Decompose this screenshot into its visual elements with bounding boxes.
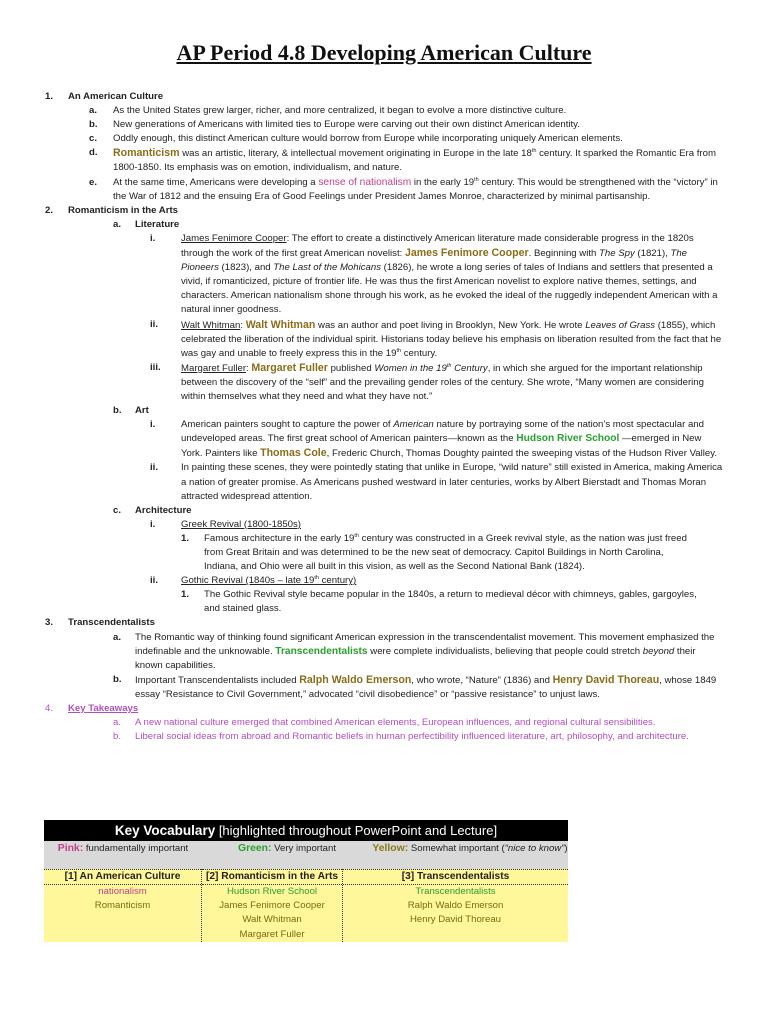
vocab-term: Romanticism — [94, 900, 151, 912]
vocab-legend — [44, 841, 568, 869]
item-text: , in which she argued for the important relationship between the discovery of the “self” and the prevailing gender roles of the century. She wrote, “Many women are considering within themselves what they need and what they have not.” — [181, 362, 704, 402]
page-title: AP Period 4.8 Developing American Culture — [176, 40, 592, 65]
subsection-title: Architecture — [135, 504, 192, 516]
vocab-title: Key Vocabulary — [114, 823, 216, 838]
book-title: The Spy — [599, 248, 635, 260]
vocab-column-header: [3] Transcendentalists — [343, 869, 568, 885]
superscript: th — [531, 148, 537, 155]
item-marker: e. — [89, 176, 98, 188]
section-4-heading — [0, 702, 768, 716]
book-title: The Pioneers — [181, 248, 688, 274]
item-text: The Gothic Revival style became popular in the 1840s, a return to medieval décor with chimneys, gables, gargoyles, and stained glass. — [204, 589, 697, 615]
s1-item-e — [0, 176, 768, 204]
architecture-item-greek — [0, 518, 768, 532]
item-text: , Frederic Church, Thomas Doughty painted the sweeping vistas of the Hudson River Valley. — [326, 448, 717, 460]
item-text: , who wrote, “Nature” (1836) and — [411, 674, 553, 686]
section-2-heading — [0, 204, 768, 218]
s3-item-b — [0, 673, 768, 702]
architecture-item-gothic — [0, 574, 768, 588]
book-title: Women in the 19 — [374, 362, 447, 374]
vocab-column-header: [1] An American Culture — [44, 869, 201, 885]
legend-text: Somewhat important ( — [408, 843, 505, 854]
vocab-term: Henry David Thoreau — [409, 914, 501, 926]
section-number: 2. — [45, 204, 54, 216]
subsection-title: Literature — [135, 218, 180, 230]
section-title: Transcendentalists — [68, 617, 155, 629]
superscript: th — [354, 532, 359, 539]
legend-yellow — [372, 841, 568, 869]
item-text: : The effort to create a distinctively American literature made considerable progress in the 1820s through the work of the first great American novelist: — [181, 232, 694, 260]
item-text: New generations of Americans with limited ties to Europe were carving out their own distinct American identity. — [113, 119, 580, 131]
item-marker: 1. — [181, 532, 190, 544]
legend-label: Pink: — [57, 843, 84, 854]
vocab-highlight: Hudson River School — [516, 433, 620, 445]
section-number: 1. — [45, 91, 54, 102]
vocab-term: Margaret Fuller — [239, 928, 305, 940]
item-marker: i. — [150, 419, 156, 431]
s1-item-d — [0, 146, 768, 175]
vocab-highlight: Romanticism — [113, 147, 180, 160]
s3-item-a — [0, 631, 768, 673]
section-3-heading — [0, 616, 768, 630]
item-text: American painters sought to capture the power of — [181, 419, 394, 431]
s2-architecture-heading — [0, 504, 768, 518]
vocab-term: Walt Whitman — [242, 914, 302, 926]
item-text: : — [240, 319, 246, 331]
vocab-title-bar — [44, 820, 568, 841]
vocab-column-2 — [202, 869, 343, 942]
underlined-topic: century) — [318, 575, 357, 587]
underlined-topic: Greek Revival (1800-1850s) — [181, 518, 301, 530]
vocab-term: James Fenimore Cooper — [219, 900, 325, 912]
item-marker: a. — [89, 105, 98, 117]
legend-green — [202, 841, 372, 869]
item-marker: b. — [113, 405, 122, 417]
vocab-highlight: Walt Whitman — [245, 318, 316, 331]
item-marker: c. — [113, 504, 122, 516]
section-1-heading — [0, 90, 768, 104]
vocab-term: Transcendentalists — [415, 886, 496, 897]
item-text: , whose 1849 essay “Resistance to Civil Government,” advocated “civil disobedience” or “passive resistance” to unjust laws. — [135, 674, 717, 700]
legend-text: fundamentally important — [83, 843, 189, 854]
item-marker: b. — [113, 731, 122, 743]
s1-item-a — [0, 104, 768, 118]
s2-literature-heading — [0, 218, 768, 232]
item-marker: 1. — [181, 589, 190, 601]
vocab-highlight: Transcendentalists — [275, 645, 368, 657]
item-text: century. It sparked the Romantic Era from 1800-1850. Its emphasis was on emotion, individualism, and nature. — [113, 148, 716, 174]
s4-item-b — [0, 730, 768, 744]
item-text: : — [246, 362, 252, 374]
superscript: th — [474, 176, 479, 183]
vocab-highlight: James Fenimore Cooper — [404, 247, 529, 260]
item-text: was an artistic, literary, & intellectual movement originating in Europe in the late 18 — [179, 148, 532, 160]
underlined-topic: Walt Whitman — [181, 319, 241, 331]
item-marker: d. — [89, 147, 98, 159]
item-text: The Romantic way of thinking found significant American expression in the transcendentalist movement. This movement emphasized the indefinable and the unknowable. — [135, 631, 715, 657]
legend-pink — [44, 841, 202, 869]
item-text: nature by portraying some of the nation’s most spectacular and undeveloped areas. The first great school of American painters—known as the — [181, 419, 704, 445]
emphasis-text: beyond — [642, 645, 675, 657]
legend-text: Very important — [271, 843, 337, 854]
vocab-column-1 — [44, 869, 202, 942]
vocab-column-header: [2] Romanticism in the Arts — [202, 869, 342, 885]
item-text: century. — [401, 347, 438, 359]
item-text: (1823), and — [218, 262, 274, 274]
item-text: At the same time, Americans were developing a — [113, 176, 319, 188]
vocab-columns — [44, 869, 568, 942]
section-title: Romanticism in the Arts — [68, 204, 178, 216]
item-text: published — [327, 362, 375, 374]
item-marker: ii. — [150, 575, 158, 587]
section-number: 3. — [45, 617, 54, 629]
vocab-highlight: Henry David Thoreau — [552, 673, 660, 686]
underlined-topic: Gothic Revival (1840s – late 19 — [181, 575, 315, 587]
subsection-title: Art — [135, 405, 149, 417]
art-item-2 — [0, 461, 768, 503]
item-marker: a. — [113, 631, 122, 643]
item-marker: ii. — [150, 318, 158, 330]
item-text: century. This would be strengthened with the “victory” in the War of 1812 and the ensuing Era of Good Feelings under President James Monroe, characterized by minimal partisanship. — [113, 176, 718, 202]
vocab-term: nationalism — [98, 886, 147, 897]
outline — [0, 90, 768, 744]
item-text: (1821), — [634, 248, 671, 260]
item-text: century was constructed in a Greek revival style, as the nation was just freed from Great Britain and was determined to be the new seat of democracy. Capitol Buildings in North Carolina, Indiana, and Ohio were all built in this vision, as well as the Second National Bank (1824). — [204, 532, 687, 573]
item-marker: a. — [113, 717, 122, 729]
item-text: A new national culture emerged that combined American elements, European influences, and regional cultural sensibilities. — [135, 717, 656, 729]
item-text: —emerged in New York. Painters like — [181, 433, 702, 460]
vocab-term: Ralph Waldo Emerson — [407, 900, 504, 912]
vocab-column-3 — [343, 869, 568, 942]
item-text: were complete individualists, believing that people could stretch — [367, 645, 643, 657]
item-marker: ii. — [150, 462, 158, 474]
book-title: Century — [451, 362, 488, 374]
underlined-topic: James Fenimore Cooper — [181, 232, 287, 244]
item-text: their known capabilities. — [135, 645, 696, 671]
vocab-highlight: sense of nationalism — [318, 176, 412, 188]
architecture-greek-detail — [0, 532, 768, 574]
item-text: Important Transcendentalists included — [135, 674, 300, 686]
item-text: Oddly enough, this distinct American culture would borrow from Europe while incorporating uniquely American elements. — [113, 133, 623, 145]
item-marker: a. — [113, 218, 122, 230]
vocab-highlight: Thomas Cole — [260, 447, 327, 460]
section-number: 4. — [45, 703, 54, 715]
item-text: was an author and poet living in Brooklyn, New York. He wrote — [315, 319, 586, 331]
emphasis-text: American — [393, 419, 434, 431]
book-title: Leaves of Grass — [585, 319, 656, 331]
vocab-highlight: Margaret Fuller — [251, 361, 328, 374]
s4-item-a — [0, 716, 768, 730]
vocab-term: Hudson River School — [226, 886, 318, 897]
legend-text: ) — [564, 843, 568, 854]
item-text: (1826), he wrote a long series of tales of Indians and settlers that presented a vivid, if romanticized, picture of frontier life. He was thus the first American novelist to explore native themes, settings, and characters. American nationalism shone through his work, as he evoked the ideal of the ruggedly independent American with a natural inner goodness. — [181, 262, 718, 316]
key-vocabulary-table — [44, 820, 568, 942]
superscript: th — [446, 362, 452, 369]
section-title: Key Takeaways — [68, 703, 139, 715]
item-text: in the early 19 — [411, 176, 475, 188]
item-text: In painting these scenes, they were pointedly stating that unlike in Europe, “wild nature” still existed in America, making America a nation of greater promise. As Americans pushed westward in later centuries, works by Albert Bierstadt and Thomas Moran attracted widespread attention. — [181, 462, 723, 502]
art-item-1 — [0, 418, 768, 461]
item-marker: c. — [89, 133, 98, 145]
superscript: th — [396, 347, 402, 354]
book-title: The Last of the Mohicans — [273, 262, 382, 274]
legend-label: Yellow: — [372, 843, 409, 854]
vocab-subtitle: [highlighted throughout PowerPoint and Lecture] — [215, 823, 498, 838]
architecture-gothic-detail — [0, 588, 768, 616]
legend-label: Green: — [237, 843, 272, 854]
literature-item-cooper — [0, 232, 768, 318]
s1-item-b — [0, 118, 768, 132]
section-title: An American Culture — [68, 91, 164, 102]
item-marker: b. — [89, 119, 98, 131]
vocab-highlight: Ralph Waldo Emerson — [299, 673, 412, 686]
item-text: . Beginning with — [528, 248, 600, 260]
item-text: Famous architecture in the early 19 — [204, 532, 355, 544]
s1-item-c — [0, 132, 768, 146]
item-text: (1855), which celebrated the liberation of the individual spirit. Historians today believe his emphasis on liberation resulted from the fact that he was gay and unable to freely express this in the 19 — [181, 319, 722, 359]
item-marker: iii. — [150, 361, 161, 373]
literature-item-fuller — [0, 361, 768, 404]
item-marker: i. — [150, 518, 156, 530]
legend-text: “nice to know” — [504, 843, 565, 854]
item-text: Liberal social ideas from abroad and Romantic beliefs in human perfectibility influenced literature, art, philosophy, and architecture. — [135, 731, 689, 743]
item-marker: b. — [113, 673, 122, 685]
literature-item-whitman — [0, 318, 768, 361]
underlined-topic: Margaret Fuller — [181, 362, 247, 374]
superscript: th — [314, 575, 319, 581]
item-marker: i. — [150, 232, 156, 244]
item-text: As the United States grew larger, richer, and more centralized, it began to evolve a more distinctive culture. — [113, 105, 567, 117]
s2-art-heading — [0, 404, 768, 418]
